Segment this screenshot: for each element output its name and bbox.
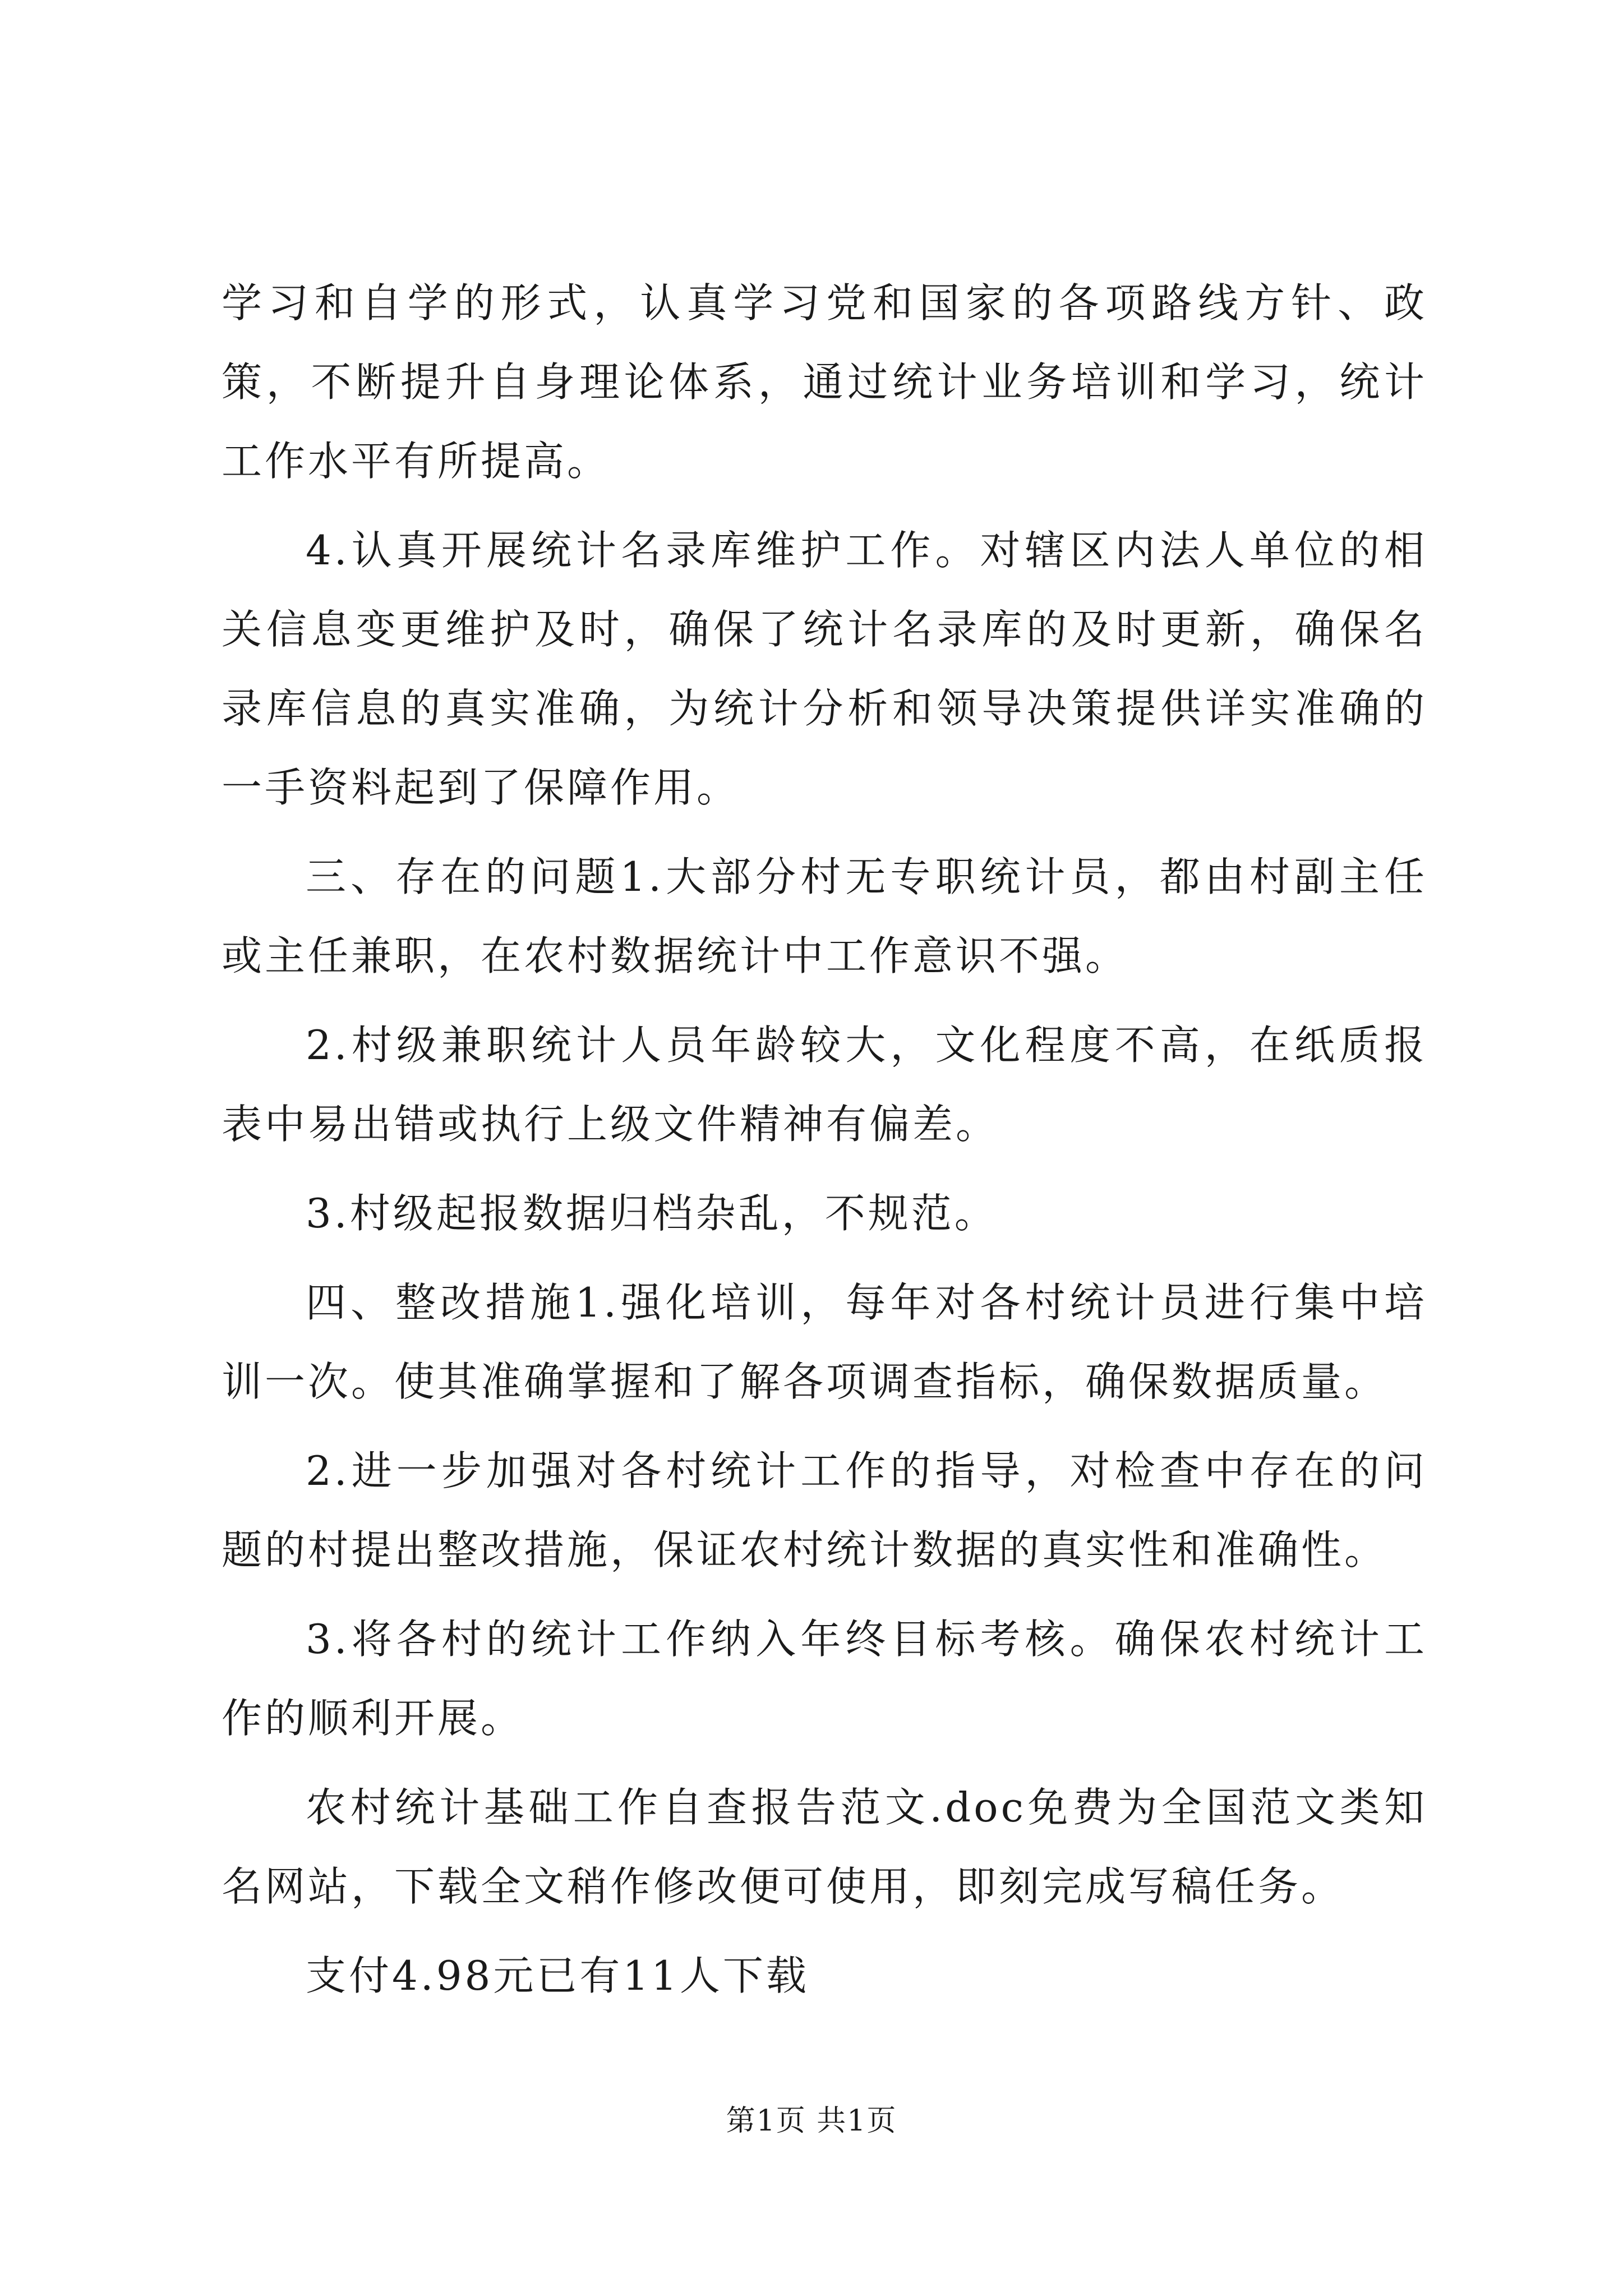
paragraph-payment-info: 支付4.98元已有11人下载 [306,1952,809,1999]
paragraph-problems-2: 2.村级兼职统计人员年龄较大，文化程度不高，在纸质报表中易出错或执行上级文件精神有偏差。 [222,1022,1427,1148]
paragraph-problems-1: 三、存在的问题1.大部分村无专职统计员，都由村副主任或主任兼职，在农村数据统计中工作意识不强。 [222,853,1427,979]
page-footer: 第1页 共1页 [726,2104,897,2138]
paragraph-measures-2: 2.进一步加强对各村统计工作的指导，对检查中存在的问题的村提出整改措施，保证农村统计数据的真实性和准确性。 [222,1447,1427,1573]
paragraph-problems-3: 3.村级起报数据归档杂乱，不规范。 [306,1190,998,1237]
paragraph-study-continuation: 学习和自学的形式，认真学习党和国家的各项路线方针、政策，不断提升自身理论体系，通过统计业务培训和学习，统计工作水平有所提高。 [222,279,1427,485]
paragraph-measures-3: 3.将各村的统计工作纳入年终目标考核。确保农村统计工作的顺利开展。 [222,1616,1427,1742]
paragraph-site-notice: 农村统计基础工作自查报告范文.doc免费为全国范文类知名网站，下载全文稍作修改便可使用，即刻完成写稿任务。 [222,1784,1427,1910]
paragraph-measures-1: 四、整改措施1.强化培训，每年对各村统计员进行集中培训一次。使其准确掌握和了解各项调查指标，确保数据质量。 [222,1279,1427,1405]
document-body [222,264,1427,2026]
paragraph-directory-maintenance: 4.认真开展统计名录库维护工作。对辖区内法人单位的相关信息变更维护及时，确保了统计名录库的及时更新，确保名录库信息的真实准确，为统计分析和领导决策提供详实准确的一手资料起到了保障作用。 [222,527,1427,811]
